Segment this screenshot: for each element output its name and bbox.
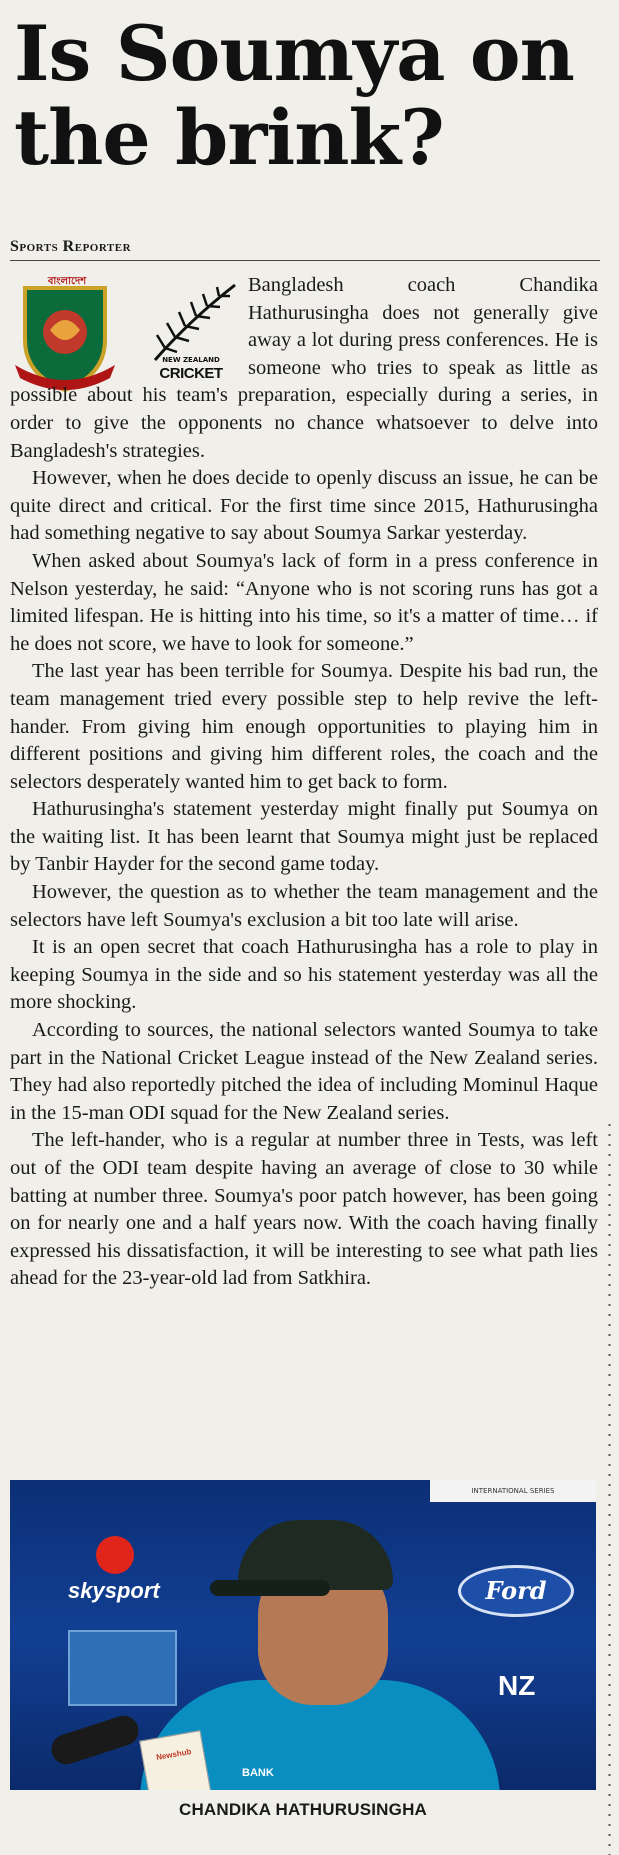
mic-flag-label: Newshub: [155, 1746, 193, 1763]
byline-rule: [10, 260, 600, 261]
nzc-big-text: CRICKET: [159, 365, 223, 382]
byline: Sports Reporter: [10, 238, 132, 255]
dotted-column-rule: [608, 1120, 611, 1855]
ford-logo-text: Ford: [485, 1576, 547, 1605]
shirt-sponsor: BANK: [242, 1767, 274, 1779]
bcb-logo-text: বাংলাদেশ: [47, 276, 87, 287]
microphone-icon: [48, 1712, 143, 1768]
paragraph: When asked about Soumya's lack of form in a press conference in Nelson yesterday, he said: “Anyone who is not scoring runs has got a limited lifespan. He is hitting into his time, so it's a matter of time… if he does not score, we have to look for someone.”: [10, 549, 598, 655]
paragraph: However, the question as to whether the team management and the selectors have left Soumya's exclusion a bit too late will arise.: [10, 881, 598, 931]
sponsor-board: [68, 1630, 177, 1706]
sky-sport-logo: skysport: [68, 1578, 160, 1603]
series-banner: INTERNATIONAL SERIES: [430, 1480, 596, 1502]
paragraph: The last year has been terrible for Soumya. Despite his bad run, the team management tried every possible step to help revive the left-hander. From giving him enough opportunities to playing him in different positions and giving him different roles, the coach and the selectors desperately wanted him to get back to form.: [10, 660, 598, 793]
paragraph: Hathurusingha's statement yesterday might finally put Soumya on the waiting list. It has been learnt that Soumya might just be replaced by Tanbir Hayder for the second game today.: [10, 798, 598, 876]
paragraph: Bangladesh coach Chandika Hathurusingha does not generally give away a lot during press conferences. He is someone who tries to speak as little as possible about his team's preparation, especially during a series, in order to give the opponents no chance whatsoever to delve into Bangladesh's strategies.: [10, 274, 598, 462]
press-conference-photo: [10, 1480, 596, 1790]
paragraph: However, when he does decide to openly discuss an issue, he can be quite direct and critical. For the first time since 2015, Hathurusingha had something negative to say about Soumya Sarkar yesterday.: [10, 467, 598, 545]
paragraph: The left-hander, who is a regular at number three in Tests, was left out of the ODI team despite having an average of close to 30 while batting at number three. Soumya's poor patch however, has been going on for nearly one and a half years now. With the coach having finally expressed his dissatisfaction, it will be interesting to see what path lies ahead for the 23-year-old lad from Satkhira.: [10, 1129, 598, 1290]
paragraph: According to sources, the national selectors wanted Soumya to take part in the National Cricket League instead of the New Zealand series. They had also reportedly pitched the idea of including Mominul Haque in the 15-man ODI squad for the New Zealand series.: [10, 1019, 598, 1124]
cap-brim: [210, 1580, 330, 1596]
photo-caption: CHANDIKA HATHURUSINGHA: [178, 1800, 428, 1819]
nz-logo: NZ: [498, 1670, 536, 1701]
article-headline: Is Soumya on the brink?: [14, 9, 574, 182]
ford-logo: [458, 1565, 574, 1617]
paragraph: It is an open secret that coach Hathurusingha has a role to play in keeping Soumya in the side and so his statement yesterday was all the more shocking.: [10, 936, 598, 1014]
nzc-small-text: NEW ZEALAND: [162, 356, 220, 364]
sky-sport-icon: [96, 1536, 134, 1574]
microphone-icon: [139, 1730, 213, 1790]
article-body: [10, 272, 598, 1293]
logo-float-spacer: [10, 272, 248, 374]
